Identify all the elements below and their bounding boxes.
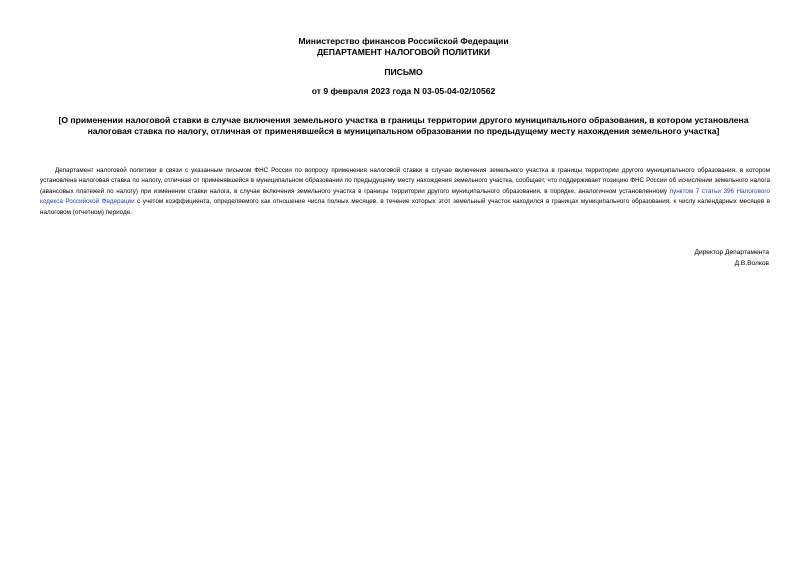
body-text-after-link: с учетом коэффициента, определяемого как отношение числа полных месяцев, в течение которых этот земельный участок находился в границах муниципального образования, к числу календарных месяцев в налоговом (отчетном) периоде.	[40, 198, 770, 216]
tax-code-article-link[interactable]: пунктом 7 статьи 396 Налогового кодекса Российской Федерации	[40, 187, 771, 206]
letter-date-number: от 9 февраля 2023 года N 03-05-04-02/10562	[311, 86, 496, 96]
letter-title: ПИСЬМО	[384, 67, 423, 77]
letter-subject: [О применении налоговой ставки в случае включения земельного участка в границы территории другого муниципального образования, в котором установлена налоговая ставка по налогу, отличная от применявшейся в муниципальном образовании по предыдущему месту нахождения земельного участка]	[58, 115, 749, 136]
department-name: ДЕПАРТАМЕНТ НАЛОГОВОЙ ПОЛИТИКИ	[316, 47, 491, 57]
ministry-name: Министерство финансов Российской Федерации	[298, 36, 509, 46]
signature-position: Директор Департамента	[694, 249, 769, 256]
signature-name: Д.В.Волков	[734, 260, 769, 267]
letter-body	[40, 166, 770, 218]
body-text-before-link: Департамент налоговой политики в связи с указанным письмом ФНС России по вопросу применения налоговой ставки в случае включения земельного участка в границы территории другого муниципального образования, в котором установлена налоговая ставка по налогу, отличная от применявшейся в муниципальном образовании по предыдущему месту нахождения земельного участка, сообщает, что поддерживает позицию ФНС России об исчислении земельного налога (авансовых платежей по налогу) при изменении ставки налога, в случае включения земельного участка в границы территории другого муниципального образования, в порядке, аналогичном установленному	[40, 167, 770, 195]
